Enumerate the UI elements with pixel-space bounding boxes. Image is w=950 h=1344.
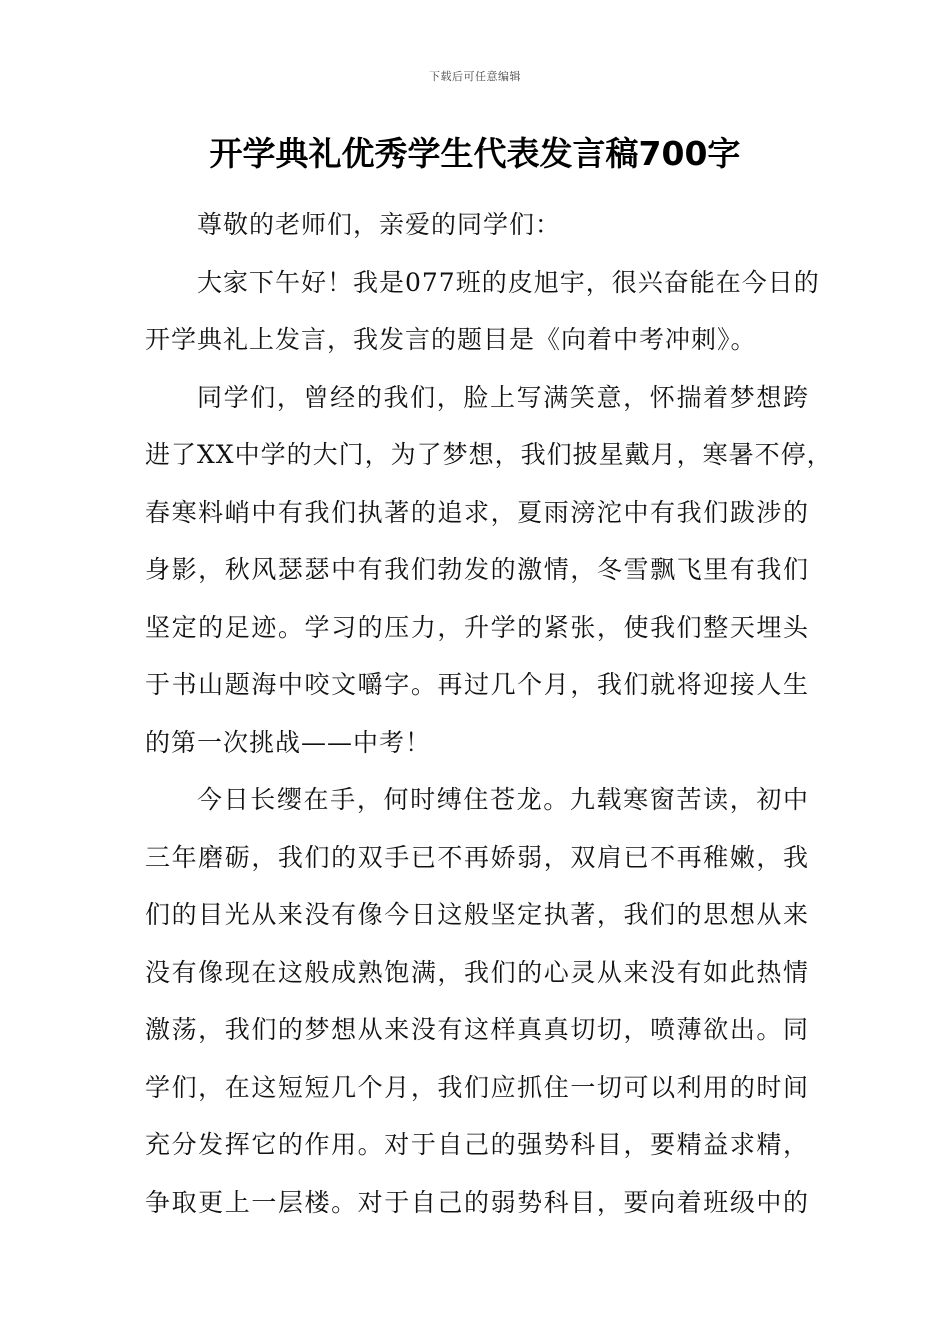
body-line: 争取更上一层楼。对于自己的弱势科目，要向着班级中的 <box>145 1187 809 1217</box>
body-line: 开学典礼上发言，我发言的题目是《向着中考冲刺》。 <box>145 325 757 354</box>
body-line: 于书山题海中咬文嚼字。再过几个月，我们就将迎接人生 <box>145 670 809 699</box>
page-header-note: 下载后可任意编辑 <box>429 70 521 83</box>
body-line: 学们，在这短短几个月，我们应抓住一切可以利用的时间 <box>145 1072 809 1102</box>
body-line: 身影，秋风瑟瑟中有我们勃发的激情，冬雪飘飞里有我们 <box>145 555 809 584</box>
body-line: 们的目光从来没有像今日这般坚定执著，我们的思想从来 <box>145 900 809 929</box>
document-body <box>145 196 833 1231</box>
body-line: 充分发挥它的作用。对于自己的强势科目，要精益求精， <box>145 1130 809 1159</box>
document-title: 开学典礼优秀学生代表发言稿700字 <box>209 134 741 173</box>
body-line: 春寒料峭中有我们执著的追求，夏雨滂沱中有我们跋涉的 <box>145 497 809 527</box>
body-line: 大家下午好！我是077班的皮旭宇，很兴奋能在今日的 <box>197 267 820 297</box>
body-line: 坚定的足迹。学习的压力，升学的紧张，使我们整天埋头 <box>145 612 809 642</box>
body-line: 三年磨砺，我们的双手已不再娇弱，双肩已不再稚嫩，我 <box>145 842 809 872</box>
body-line: 没有像现在这般成熟饱满，我们的心灵从来没有如此热情 <box>145 957 809 987</box>
body-line: 的第一次挑战——中考！ <box>145 727 432 757</box>
body-line: 同学们，曾经的我们，脸上写满笑意，怀揣着梦想跨 <box>197 382 809 412</box>
body-line: 尊敬的老师们，亲爱的同学们： <box>197 210 562 239</box>
body-line: 进了XX中学的大门，为了梦想，我们披星戴月，寒暑不停， <box>145 440 833 469</box>
body-line: 激荡，我们的梦想从来没有这样真真切切，喷薄欲出。同 <box>145 1015 809 1044</box>
body-line: 今日长缨在手，何时缚住苍龙。九载寒窗苦读，初中 <box>197 785 809 814</box>
